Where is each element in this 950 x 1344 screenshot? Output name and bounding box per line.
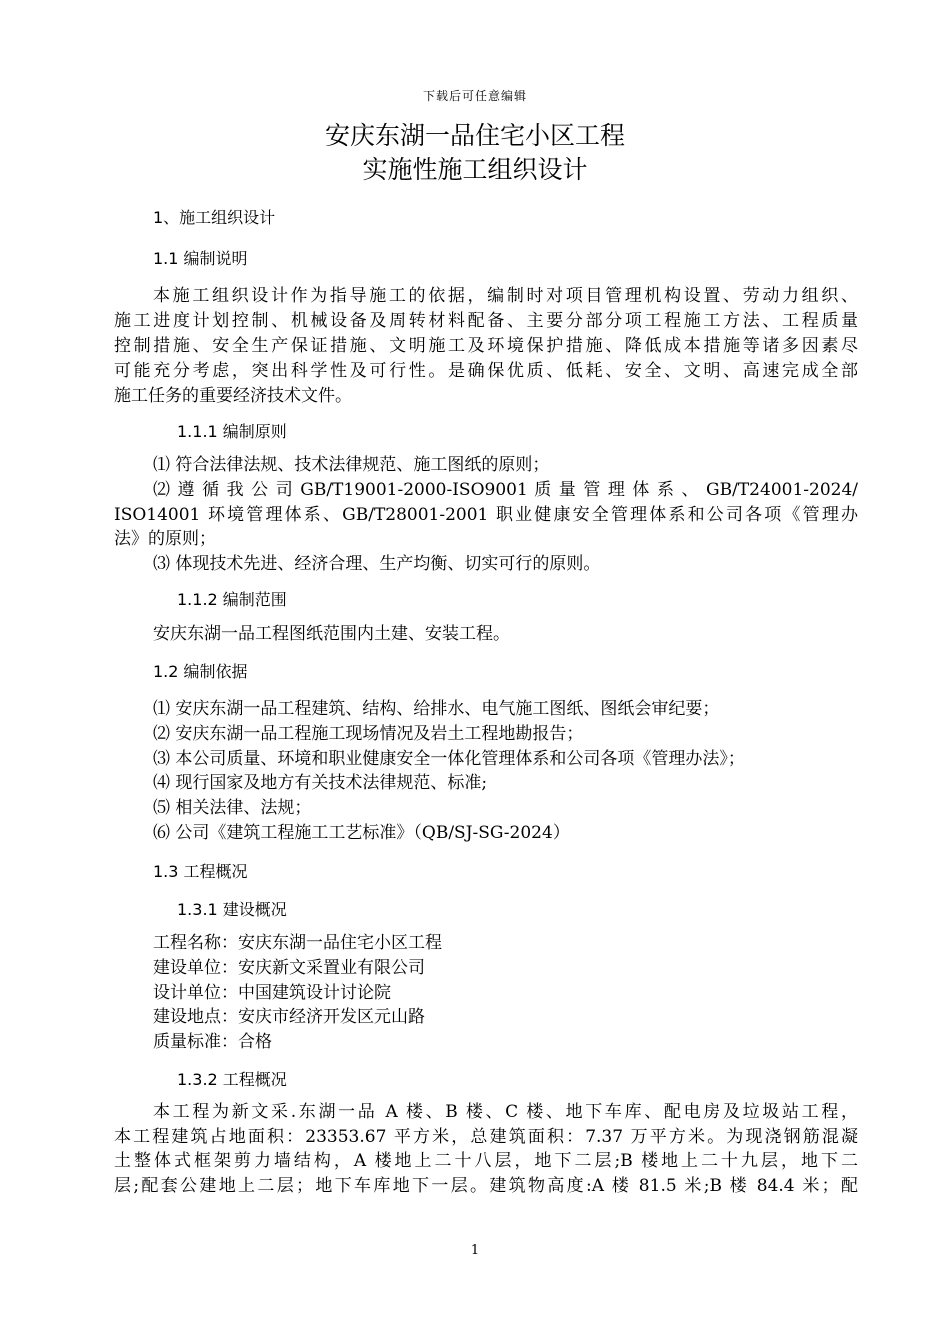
paragraph-line: 可能充分考虑，突出科学性及可行性。是确保优质、低耗、安全、文明、高速完成全部 — [114, 361, 858, 381]
section-heading-1-1: 1.1 编制说明 — [153, 249, 248, 268]
header-note: 下载后可任意编辑 — [422, 89, 527, 103]
overview-item: 质量标准：合格 — [153, 1032, 272, 1052]
list-item: ⑴ 符合法律法规、技术法律规范、施工图纸的原则； — [153, 455, 550, 475]
section-heading-1: 1、施工组织设计 — [153, 208, 276, 227]
list-item-continued: 法》的原则； — [114, 529, 216, 549]
section-heading-1-3-2: 1.3.2 工程概况 — [177, 1070, 287, 1089]
paragraph-line: 本工程为新文采.东湖一品 A 楼、B 楼、C 楼、地下车库、配电房及垃圾站工程， — [153, 1102, 858, 1122]
page-number: 1 — [470, 1243, 480, 1258]
section-heading-1-1-2: 1.1.2 编制范围 — [177, 590, 287, 609]
list-item: ⑵ 安庆东湖一品工程施工现场情况及岩土工程地勘报告； — [153, 724, 584, 744]
scope-text: 安庆东湖一品工程图纸范围内土建、安装工程。 — [153, 624, 510, 644]
paragraph-line: 控制措施、安全生产保证措施、文明施工及环境保护措施、降低成本措施等诸多因素尽 — [114, 336, 858, 356]
list-item: ⑶ 体现技术先进、经济合理、生产均衡、切实可行的原则。 — [153, 554, 601, 574]
section-heading-1-2: 1.2 编制依据 — [153, 662, 248, 681]
overview-item: 建设地点：安庆市经济开发区元山路 — [153, 1007, 425, 1027]
document-title: 安庆东湖一品住宅小区工程 — [324, 121, 625, 150]
list-item: ⑶ 本公司质量、环境和职业健康安全一体化管理体系和公司各项《管理办法》； — [153, 749, 745, 769]
overview-item: 设计单位：中国建筑设计讨论院 — [153, 983, 391, 1003]
paragraph-line: 层;配套公建地上二层；地下车库地下一层。建筑物高度:A 楼 81.5 米;B 楼 84.4 米；配 — [114, 1176, 858, 1196]
paragraph-line: 本工程建筑占地面积：23353.67 平方米，总建筑面积：7.37 万平方米。为现浇钢筋混凝 — [114, 1127, 858, 1147]
section-heading-1-3-1: 1.3.1 建设概况 — [177, 900, 287, 919]
overview-item: 工程名称：安庆东湖一品住宅小区工程 — [153, 933, 442, 953]
document-subtitle: 实施性施工组织设计 — [362, 155, 588, 184]
section-heading-1-1-1: 1.1.1 编制原则 — [177, 422, 287, 441]
section-heading-1-3: 1.3 工程概况 — [153, 862, 248, 881]
list-item: ⑵ 遵 循 我 公 司 GB/T19001-2000-ISO9001 质 量 管 理 体 系 、 GB/T24001-2024/ — [153, 480, 858, 500]
list-item: ⑷ 现行国家及地方有关技术法律规范、标准; — [153, 773, 488, 793]
paragraph-line: 施工任务的重要经济技术文件。 — [114, 386, 352, 406]
list-item: ⑴ 安庆东湖一品工程建筑、结构、给排水、电气施工图纸、图纸会审纪要； — [153, 699, 720, 719]
list-item: ⑸ 相关法律、法规； — [153, 798, 312, 818]
overview-item: 建设单位：安庆新文采置业有限公司 — [153, 958, 425, 978]
paragraph-line: 本施工组织设计作为指导施工的依据，编制时对项目管理机构设置、劳动力组织、 — [153, 286, 858, 306]
paragraph-line: 土整体式框架剪力墙结构，A 楼地上二十八层，地下二层;B 楼地上二十九层，地下二 — [114, 1151, 858, 1171]
paragraph-line: 施工进度计划控制、机械设备及周转材料配备、主要分部分项工程施工方法、工程质量 — [114, 311, 858, 331]
list-item: ⑹ 公司《建筑工程施工工艺标准》（QB/SJ-SG-2024） — [153, 823, 570, 843]
list-item-continued: ISO14001 环境管理体系、GB/T28001-2001 职业健康安全管理体系和公司各项《管理办 — [114, 505, 858, 525]
